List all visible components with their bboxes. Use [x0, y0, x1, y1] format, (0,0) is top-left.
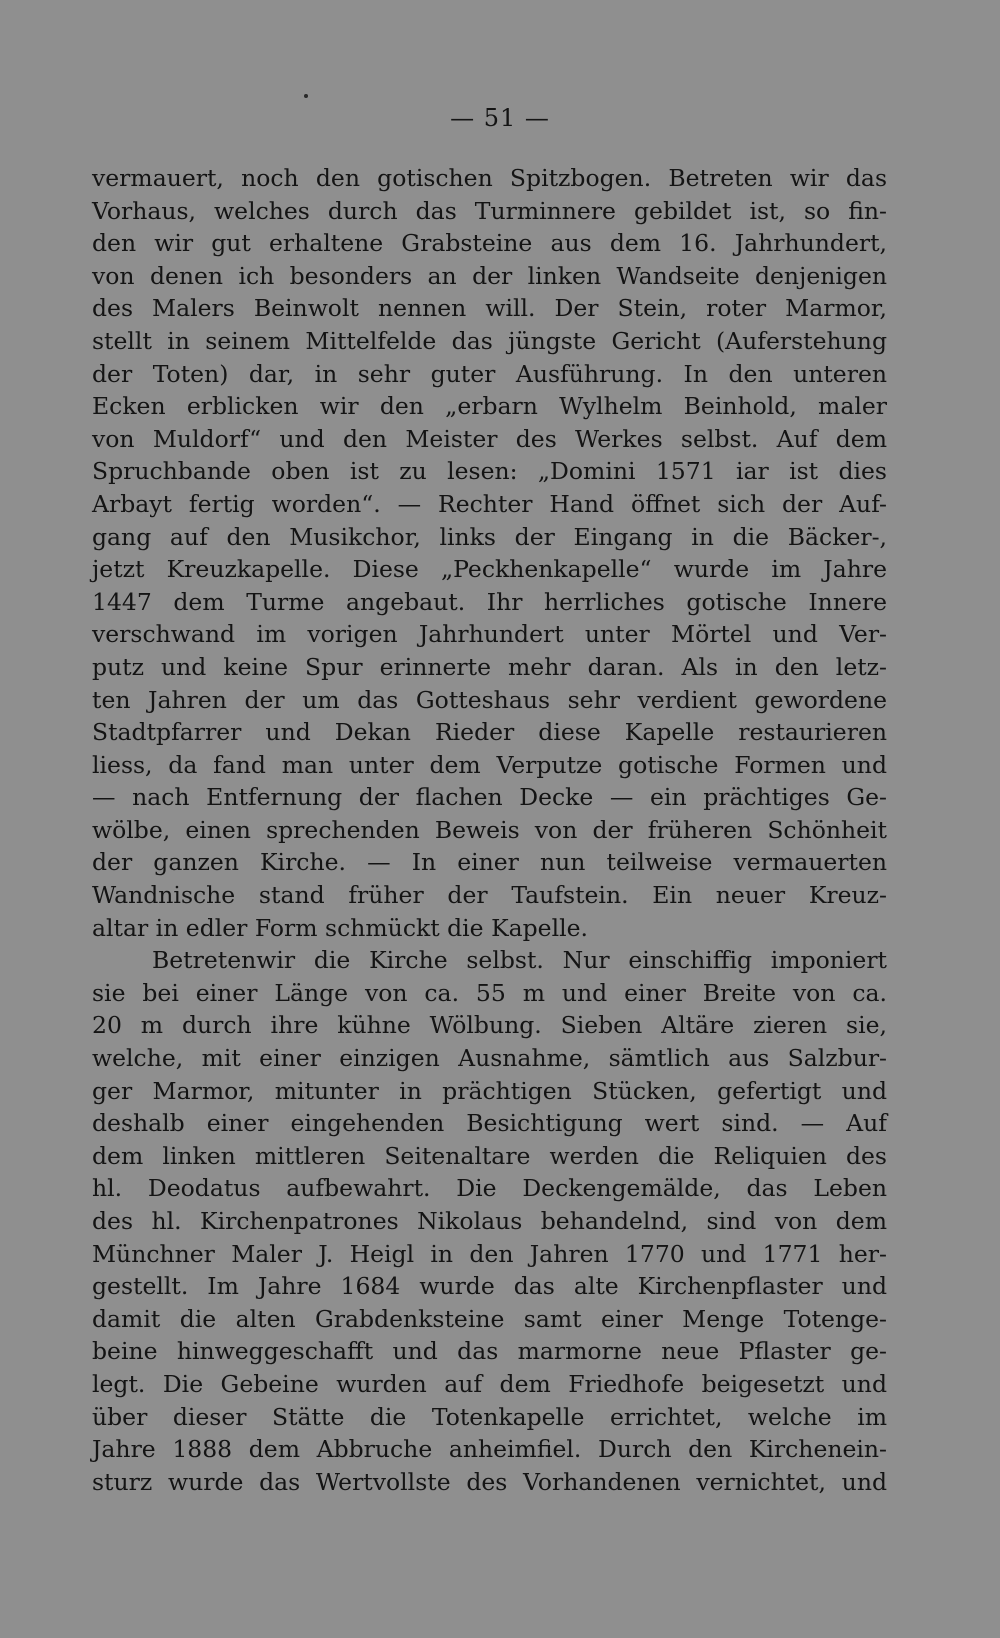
text-line: putz und keine Spur erinnerte mehr daran. Als in den letz-	[92, 652, 887, 681]
text-line: — nach Entfernung der flachen Decke — ein prächtiges Ge-	[92, 783, 887, 812]
text-line: ger Marmor, mitunter in prächtigen Stücken, gefertigt und	[92, 1076, 887, 1105]
text-line: Arbayt fertig worden“. — Rechter Hand öffnet sich der Auf-	[92, 489, 887, 518]
text-line: vermauert, noch den gotischen Spitzbogen. Betreten wir das	[92, 164, 887, 192]
text-line: der ganzen Kirche. — In einer nun teilweise vermauerten	[92, 848, 887, 877]
text-line: jetzt Kreuzkapelle. Diese „Peckhenkapelle“ wurde im Jahre	[92, 555, 887, 584]
text-line: beine hinweggeschafft und das marmorne neue Pflaster ge-	[92, 1337, 887, 1366]
paragraph-2	[92, 944, 887, 1498]
ink-speck	[304, 94, 308, 98]
text-line: gang auf den Musikchor, links der Eingang in die Bäcker-,	[92, 522, 887, 551]
text-line: von Muldorf“ und den Meister des Werkes selbst. Auf dem	[92, 424, 887, 453]
text-line: sie bei einer Länge von ca. 55 m und einer Breite von ca.	[92, 978, 887, 1007]
text-line: des Malers Beinwolt nennen will. Der Stein, roter Marmor,	[92, 294, 887, 323]
text-line: ten Jahren der um das Gotteshaus sehr verdient gewordene	[92, 685, 887, 714]
paragraph-1	[92, 162, 887, 944]
text-line: 1447 dem Turme angebaut. Ihr herrliches gotische Innere	[92, 587, 887, 616]
text-line: dem linken mittleren Seitenaltare werden die Reliquien des	[92, 1141, 887, 1170]
text-line: den wir gut erhaltene Grabsteine aus dem 16. Jahrhundert,	[92, 229, 887, 258]
text-line: Ecken erblicken wir den „erbarn Wylhelm Beinhold, maler	[92, 392, 887, 421]
text-line: über dieser Stätte die Totenkapelle errichtet, welche im	[92, 1402, 887, 1431]
text-line: sturz wurde das Wertvollste des Vorhandenen vernichtet, und	[92, 1467, 887, 1496]
text-line: 20 m durch ihre kühne Wölbung. Sieben Altäre zieren sie,	[92, 1011, 887, 1040]
text-line: Vorhaus, welches durch das Turminnere gebildet ist, so fin-	[92, 196, 887, 225]
text-line: Wandnische stand früher der Taufstein. Ein neuer Kreuz-	[92, 881, 887, 910]
text-line: Stadtpfarrer und Dekan Rieder diese Kapelle restaurieren	[92, 718, 887, 747]
text-line: verschwand im vorigen Jahrhundert unter Mörtel und Ver-	[92, 620, 887, 649]
text-line: deshalb einer eingehenden Besichtigung wert sind. — Auf	[92, 1109, 887, 1138]
text-line: Spruchbande oben ist zu lesen: „Domini 1571 iar ist dies	[92, 457, 887, 486]
text-line: altar in edler Form schmückt die Kapelle.	[92, 913, 588, 942]
text-line: hl. Deodatus aufbewahrt. Die Deckengemälde, das Leben	[92, 1174, 887, 1203]
text-line: der Toten) dar, in sehr guter Ausführung. In den unteren	[92, 359, 887, 388]
body-text	[92, 162, 887, 1498]
page-number: — 51 —	[450, 104, 550, 132]
text-line: liess, da fand man unter dem Verputze gotische Formen und	[92, 750, 887, 779]
text-line: Betretenwir die Kirche selbst. Nur einschiffig imponiert	[152, 946, 887, 975]
text-line: des hl. Kirchenpatrones Nikolaus behandelnd, sind von dem	[92, 1207, 887, 1235]
text-line: welche, mit einer einzigen Ausnahme, sämtlich aus Salzbur-	[92, 1044, 887, 1073]
text-line: Münchner Maler J. Heigl in den Jahren 1770 und 1771 her-	[92, 1239, 887, 1268]
text-line: von denen ich besonders an der linken Wandseite denjenigen	[92, 261, 887, 290]
text-line: Jahre 1888 dem Abbruche anheimfiel. Durch den Kirchenein-	[92, 1435, 887, 1464]
text-line: legt. Die Gebeine wurden auf dem Friedhofe beigesetzt und	[92, 1369, 887, 1398]
text-line: gestellt. Im Jahre 1684 wurde das alte Kirchenpflaster und	[92, 1272, 887, 1301]
text-line: stellt in seinem Mittelfelde das jüngste Gericht (Auferstehung	[92, 326, 887, 355]
text-line: damit die alten Grabdenksteine samt einer Menge Totenge-	[92, 1304, 887, 1333]
text-line: wölbe, einen sprechenden Beweis von der früheren Schönheit	[92, 815, 887, 844]
